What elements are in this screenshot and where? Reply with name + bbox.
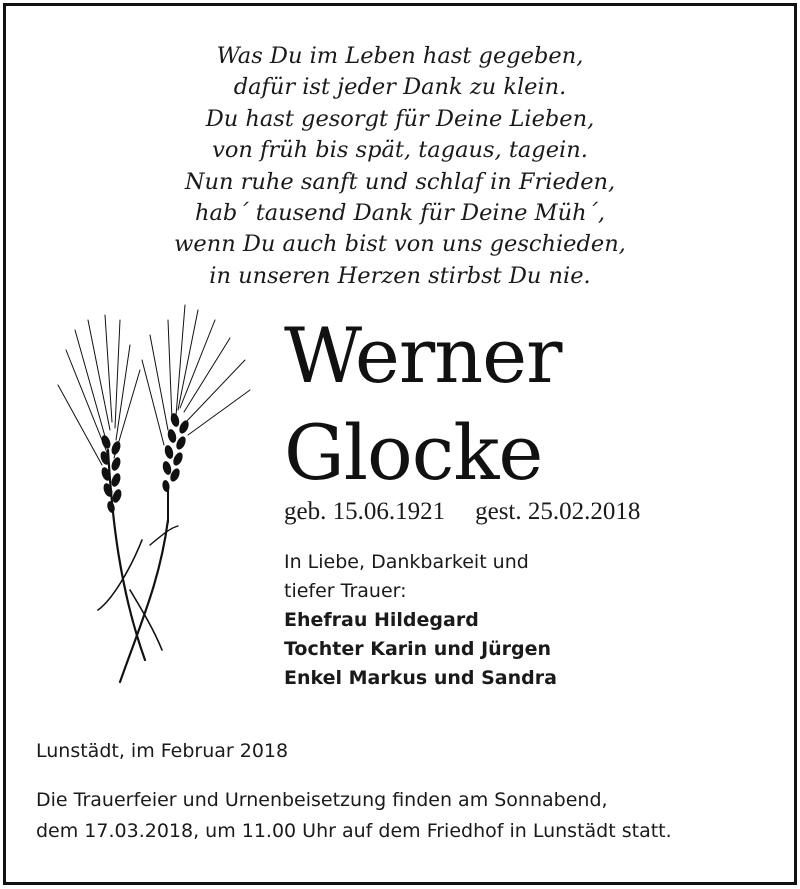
poem-line: in unseren Herzen stirbst Du nie. [209,262,591,289]
funeral-notice-line: Die Trauerfeier und Urnenbeisetzung finden am Sonnabend, [36,789,608,811]
mourner-list [284,606,557,693]
poem-line: Was Du im Leben hast gegeben, [216,43,584,69]
funeral-notice [36,785,776,847]
mourner-name: Ehefrau Hildegard [284,609,479,631]
mourners-intro: In Liebe, Dankbarkeit und [284,551,529,573]
poem-line: Nun ruhe sanft und schlaf in Frieden, [184,168,616,195]
poem-line: dafür ist jeder Dank zu klein. [233,74,567,101]
mourner-name: Enkel Markus und Sandra [284,667,557,689]
poem-line: von früh bis spät, tagaus, tagein. [212,137,588,164]
mourners-intro: tiefer Trauer: [284,580,407,602]
last-name: Glocke [284,408,543,497]
birth-date: geb. 15.06.1921 [284,498,446,525]
poem-line: Du hast gesorgt für Deine Lieben, [205,105,595,132]
memorial-poem [0,41,800,292]
wheat-ears-icon [50,290,260,690]
mourner-name: Tochter Karin und Jürgen [284,638,552,660]
poem-line: wenn Du auch bist von uns geschieden, [174,231,626,258]
place-date: Lunstädt, im Februar 2018 [36,740,289,762]
first-name: Werner [284,311,562,400]
death-date: gest. 25.02.2018 [475,498,641,525]
poem-line: hab´ tausend Dank für Deine Müh´, [195,200,605,227]
funeral-notice-line: dem 17.03.2018, um 11.00 Uhr auf dem Friedhof in Lunstädt statt. [36,820,672,842]
mourners-block [284,548,557,693]
life-dates [284,498,640,526]
